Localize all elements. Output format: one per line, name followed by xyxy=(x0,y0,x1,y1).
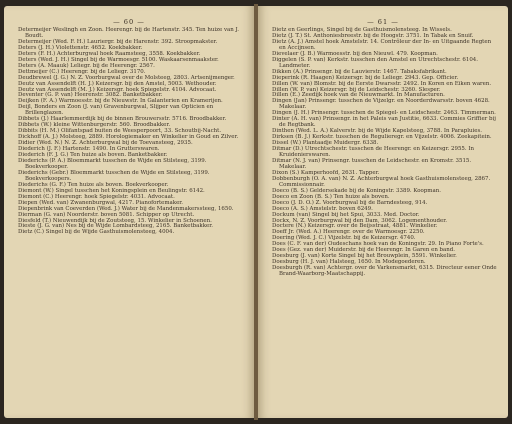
directory-entry: Doeco en Zoon (B. S.) Ten huize als boven. xyxy=(272,193,390,200)
directory-entry: Diederich (J. F.) Hartenstr. 1490. In Grutterswaren. xyxy=(18,146,160,153)
directory-entry: Determeijer Weslingh en Zoon. Heerengr. bij de Hartenstr. 345. Ten huize van J. Boudt. xyxy=(18,27,239,39)
directory-entry: Dibbets (J.) Haarlemmerdijk bij de binnen Brouwersstr. 5716. Broodbakker. xyxy=(18,116,227,123)
directory-entry: Deijken (F. A.) Warmoesstr. bij de Nieuwstr. In Galanterien en Kramerijen. xyxy=(18,98,223,105)
directory-entry: Dissel (W.) Plantaadje Muidergr. 6338. xyxy=(272,140,379,147)
directory-entry: Diepen (Wed. van) Zwanenburgwal, 4217. Pianofortemaker. xyxy=(18,199,184,206)
directory-entry: Does (Gez. van der) Muiderstr. bij de Heerengr. In Garen en band. xyxy=(272,247,455,254)
directory-entry: Dierman (G. van) Noorderstr. boven 5081. Schipper op Utrecht. xyxy=(18,211,195,218)
directory-entry: Determeijer (Wed. F. H.) Lauriergr. bij de Harenstr. 392. Stroopmakster. xyxy=(18,38,218,45)
directory-entry: Ditmar (N. J. van) Prinsengr. tusschen de Leidschestr. en Kromstr. 3515. Makelaar. xyxy=(272,157,472,170)
directory-entry: Dinthen (Wed. L. A.) Kalverstr. bij de Wijde Kapelsteeg, 3788. In Parapluies. xyxy=(272,128,482,135)
directory-entry: Didier (Wed. N.) N. Z. Achterburgwal bij de Toevansteeg, 2935. xyxy=(18,140,193,147)
right-entry-list xyxy=(272,28,498,278)
directory-entry: Dibbits (H. M.) Olifantspad buiten de Weesperpoort, 33. Schoutbij-Nacht. xyxy=(18,128,222,135)
directory-entry: Diemont (C.) Heerengr. hoek Spiegelstr. 4031. Advocaat. xyxy=(18,193,175,200)
directory-entry: Dietz (C.) Singel bij de Wijde Gasthuismolensteeg, 4004. xyxy=(18,229,175,236)
directory-entry: Deters (A. Maauk) Leliegr. bij de Heerengr. 2567. xyxy=(18,62,155,69)
directory-entry: Dieste (J. G. van) Nes bij de Wijde Lombardsteeg, 2165. Banketbakker. xyxy=(18,223,213,230)
directory-entry: Doesburgh (R. van) Achtergr. over de Varkensmarkt, 6315. Directeur eener Onde Brand-Waarborg-Maatschappij. xyxy=(272,265,497,278)
directory-entry: Doering (Wed. J. C.) Vijzelstr. bij de Keizersgr. 4740. xyxy=(272,235,416,242)
directory-entry: Dietz (J. T.) St. Anthoniesbreestr. bij de Hoogstr. 3751. In Tabak en Snuif. xyxy=(272,32,474,39)
directory-entry: Deters (F. H.) Achterburgwal hoek Raamsteeg, 3558. Koekbakker. xyxy=(18,50,201,57)
right-page xyxy=(258,6,508,418)
directory-entry: Diesfeld (T.) Nieuwendijk bij de Zoutsteeg, 15. Winkelier in Schoenen. xyxy=(18,217,212,224)
directory-entry: Deijl, Bonders en Zoon (J. van) Gravenburgwal, Slijper van Opticien en Brillenglazen. xyxy=(18,104,214,117)
directory-entry: Diederichs (G. F.) Ten huize als boven. Boekverkooper. xyxy=(18,181,169,188)
directory-entry: Does (C. F. van der) Oudeschans hoek van de Koningstr. 29. In Piano Forte's. xyxy=(272,241,484,248)
directory-entry: Deters (J. H.) Violettenstr. 4652. Koekbakker. xyxy=(18,44,143,51)
directory-entry: Diederich (F. J. G.) Ten huize als boven. Banketbakker. xyxy=(18,152,168,159)
directory-entry: Dillen (W. P. van) Keizersgr. bij de Leidschestr. 3260. Slesper. xyxy=(272,86,441,93)
directory-entry: Dikken (A.) Prinsengr. bij de Lauvierstr. 1467. Tabaksfabrikant. xyxy=(272,68,447,75)
left-page-number: — 60 — xyxy=(113,18,145,26)
directory-entry: Dockx, N. Z. Voorburgwal bij den Dam, 3062. Logementhouder. xyxy=(272,217,447,224)
directory-entry: Dietz (A. J.) Amstel hoek Amstelstr. 14. Contrôleur der In- en Uitgaande Regten en Accijnsen. xyxy=(272,38,492,51)
right-page-number: — 61 — xyxy=(367,18,399,26)
directory-entry: Doeco (J. D. O.) Z. Voorburgwal bij de Barndesteeg, 914. xyxy=(272,199,428,206)
directory-entry: Diemont (W.) Singel tusschen het Koningsplein en Beulingstr. 6142. xyxy=(18,187,205,194)
directory-entry: Dobbenburgh (O. A. van) N. Z. Achterburgwal hoek Gasthuismolensteeg, 2867. Commissionnair. xyxy=(272,175,491,188)
directory-entry: Doesburg (J. van) Korte Singel bij het Brouwplein, 5591. Winkelier. xyxy=(272,253,457,260)
directory-entry: Dillen (E.) Zeedijk hoek van de Nieuwmarkt. In Manufacturen. xyxy=(272,92,445,99)
left-page xyxy=(4,6,254,418)
directory-entry: Dieperink (R. Haagen) Keizersgr. bij de Leliegr. 2943. Gep. Officier. xyxy=(272,74,459,81)
directory-entry: Dingen (J. H.) Prinsengr. tusschen de Spiegel- en Leidschestr. 2463. Timmerman. xyxy=(272,110,496,117)
left-entry-list xyxy=(18,28,244,236)
directory-entry: Doeff Jr. (Wed. A.) Heerengr. over de Warmoesgr. 2250. xyxy=(272,229,425,236)
directory-entry: Ditmar (D.) Utrechtschestr. tusschen de Heerengr. en Keizersgr. 2955. In Kruidenierswaren. xyxy=(272,146,474,159)
directory-entry: Diepenbrink van Coeverden (Wed. J.) Water bij de Mandenmakerssteeg, 1650. xyxy=(18,205,234,212)
directory-entry: Dettmeijer (C.) Heerengr. bij de Leliegr. 3170. xyxy=(18,68,146,75)
directory-entry: Doctere (N.) Keizersgr. over de Beijsstraat, 4881. Winkelier. xyxy=(272,223,438,230)
directory-entry: Deutz van Assendelft (M. J.) Keizersgr. hoek Spiegelstr. 4104. Advocaat. xyxy=(18,86,217,93)
directory-entry: Deudbrewel (J. G.) N. Z. Voorburgwal over de Molsteeg, 2803. Artsenijmenger. xyxy=(18,74,235,81)
directory-entry: Doeco (A. S.) Amstelstr. boven 6249. xyxy=(272,205,373,212)
directory-entry: Dockum (van) Singel bij het Spui, 3033. Med. Doctor. xyxy=(272,211,420,218)
directory-entry: Doeco (B. S.) Geldersekade bij de Koningstr. 3389. Koopman. xyxy=(272,187,441,194)
directory-entry: Deters (Wed. J. H.) Singel bij de Warmoesgr. 5100. Waskaarsenmaakster. xyxy=(18,56,219,63)
directory-entry: Deutz van Assendelft (H. J.) Keizersgr. bij den Amstel, 5003. Wethouder. xyxy=(18,80,217,87)
directory-entry: Dingen (Jan) Prinsengr. tusschen de Vijzelgr. en Noorderdwarsstr. boven 4628. Makelaar. xyxy=(272,98,490,111)
directory-entry: Dixon (S.) Kamperhoofd, 2631. Tapper. xyxy=(272,169,380,176)
directory-entry: Diederichs (Gebr.) Bloemmarkt tusschen de Wijde en Stilsteeg, 3199. Boekverkoopers. xyxy=(18,169,210,182)
directory-entry: Dillen (W. van) Blomstr. bij de Eerste Dwarsstr. 2492. In Koren en Eiken waren. xyxy=(272,80,492,87)
directory-entry: Dibbets (W.) kleine Wittenburgerstr. 560. Broodbakker. xyxy=(18,122,171,129)
directory-entry: Dievelaer (J. B.) Warmoesstr. bij den Nieuwl. 479. Koopman. xyxy=(272,50,438,57)
directory-entry: Diederichs (P. A.) Bloemmarkt tusschen de Wijde en Stilsteeg, 3199. Boekverkooper. xyxy=(18,157,207,170)
directory-entry: Dickhoff (A. J.) Molsteeg, 2889. Horologiemaker en Winkelier in Goud en Zilver. xyxy=(18,134,239,141)
directory-entry: Dirksen (B. J.) Kerkstr. tusschen de Regulieregr. en Vijzelstr. 4006. Zeekapitein. xyxy=(272,134,492,141)
directory-entry: Doesburg (H. J. van) Halsteeg, 1650. In Modegoederen. xyxy=(272,259,426,266)
directory-entry: Deventer (G. P. van) Heerenstr. 3082. Banketbakker. xyxy=(18,92,163,99)
directory-entry: Diggelen (S. P. van) Kerkstr. tusschen den Amstel en Utrechtschestr. 6104. Landmeter. xyxy=(272,56,478,69)
directory-entry: Dinter (A. H. van) Prinsengr. in het Paleis van Justitie, 6633. Commies Griffier bij de Regtbank. xyxy=(272,116,496,129)
directory-entry: Dietz en Geerlings, Singel bij de Gasthuismolensteeg. In Wissels. xyxy=(272,27,452,33)
